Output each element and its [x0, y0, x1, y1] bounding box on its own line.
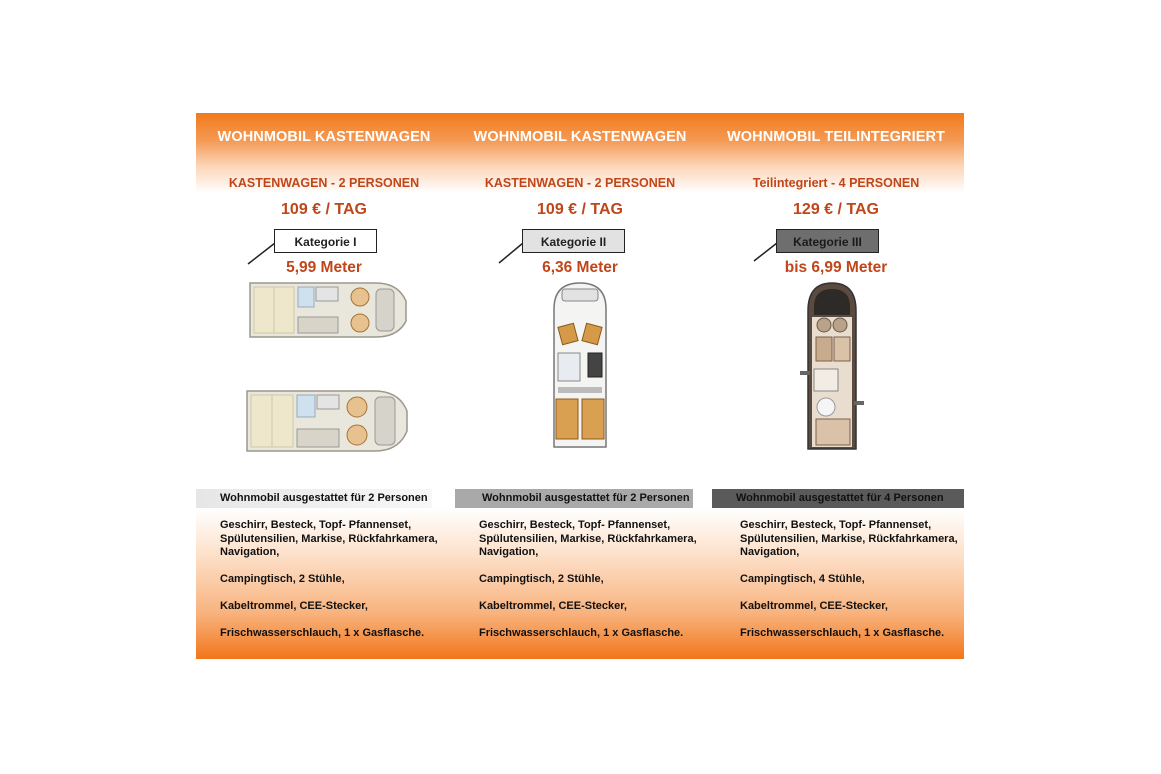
daily-price: 109 € / TAG — [281, 201, 367, 218]
equipment-item: Frischwasserschlauch, 1 x Gasflasche. — [220, 627, 425, 639]
daily-price: 129 € / TAG — [793, 201, 879, 218]
category-badge: Kategorie III — [776, 229, 879, 253]
equipment-item: Kabeltrommel, CEE-Stecker, — [220, 600, 368, 612]
vehicle-subtitle: KASTENWAGEN - 2 PERSONEN — [228, 176, 420, 190]
column-kategorie-2 — [452, 113, 708, 659]
equipment-item: Campingtisch, 4 Stühle, — [740, 573, 865, 585]
floor-plan-image — [794, 281, 870, 453]
floor-plan-image — [548, 281, 612, 451]
equipment-header-bar — [455, 489, 693, 508]
vehicle-length: bis 6,99 Meter — [784, 259, 888, 276]
floor-plan-image — [248, 279, 410, 341]
column-kategorie-1 — [196, 113, 452, 659]
column-header: WOHNMOBIL KASTENWAGEN — [473, 129, 687, 145]
equipment-item: Kabeltrommel, CEE-Stecker, — [479, 600, 627, 612]
pricing-panel — [196, 113, 964, 659]
vehicle-subtitle: KASTENWAGEN - 2 PERSONEN — [484, 176, 676, 190]
vehicle-subtitle: Teilintegriert - 4 PERSONEN — [752, 176, 920, 190]
equipment-item: Campingtisch, 2 Stühle, — [479, 573, 604, 585]
vehicle-length: 5,99 Meter — [286, 259, 362, 276]
equipment-item: Geschirr, Besteck, Topf- Pfannenset, Spülutensilien, Markise, Rückfahrkamera, Navigation, — [479, 519, 697, 558]
equipment-item: Geschirr, Besteck, Topf- Pfannenset, Spülutensilien, Markise, Rückfahrkamera, Navigation, — [740, 519, 958, 558]
category-badge: Kategorie II — [522, 229, 625, 253]
equipment-item: Frischwasserschlauch, 1 x Gasflasche. — [740, 627, 945, 639]
equipment-item: Kabeltrommel, CEE-Stecker, — [740, 600, 888, 612]
vehicle-length: 6,36 Meter — [542, 259, 618, 276]
equipment-header: Wohnmobil ausgestattet für 2 Personen — [220, 492, 428, 504]
equipment-header: Wohnmobil ausgestattet für 4 Personen — [736, 492, 944, 504]
floor-plan-image-alt — [245, 387, 411, 455]
category-badge: Kategorie I — [274, 229, 377, 253]
column-kategorie-3 — [708, 113, 964, 659]
column-header: WOHNMOBIL TEILINTEGRIERT — [726, 129, 945, 145]
equipment-item: Geschirr, Besteck, Topf- Pfannenset, Spülutensilien, Markise, Rückfahrkamera, Navigation, — [220, 519, 438, 558]
equipment-header-bar — [196, 489, 432, 508]
equipment-header-bar — [712, 489, 964, 508]
column-header: WOHNMOBIL KASTENWAGEN — [217, 129, 431, 145]
equipment-item: Frischwasserschlauch, 1 x Gasflasche. — [479, 627, 684, 639]
equipment-header: Wohnmobil ausgestattet für 2 Personen — [482, 492, 690, 504]
equipment-item: Campingtisch, 2 Stühle, — [220, 573, 345, 585]
daily-price: 109 € / TAG — [537, 201, 623, 218]
